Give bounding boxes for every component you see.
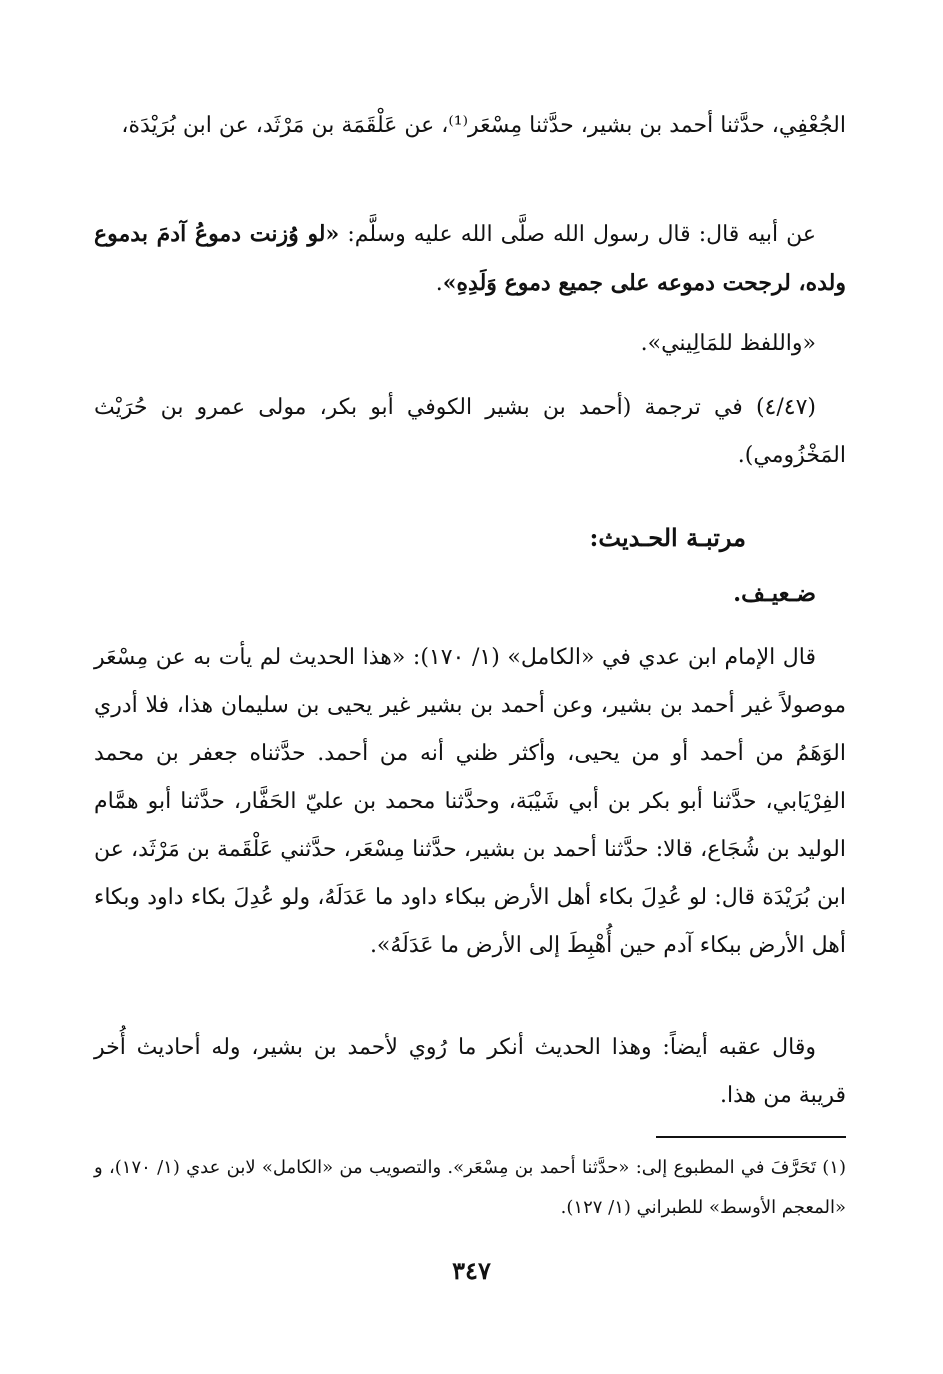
footnote — [94, 1148, 846, 1228]
hadith-intro: عن أبيه قال: قال رسول الله صلَّى الله عليه وسلَّم: — [339, 222, 816, 247]
ibn-adi-text: قال الإمام ابن عدي في «الكامل» (١/ ١٧٠): «هذا الحديث لم يأت به عن مِسْعَر موصولاً غير أحمد بن بشير، وعن أحمد بن بشير غير يحيى بن سليمان هذا، فلا أدري الوَهَمُ من أحمد أو من يحيى، وأكثر ظني أنه من أحمد. حدَّثناه جعفر بن محمد الفِرْيَابي، حدَّثنا أبو بكر بن أبي شَيْبَة، وحدَّثنا محمد بن عليّ الحَفَّار، حدَّثنا أبو همَّام الوليد بن شُجَاع، قالا: حدَّثنا أحمد بن بشير، حدَّثنا مِسْعَر، حدَّثني عَلْقَمة بن مَرْثَد، عن ابن بُرَيْدَة قال: لو عُدِلَ بكاء أهل الأرض ببكاء داود ما عَدَلَهُ، ولو عُدِلَ بكاء داود وبكاء أهل الأرض ببكاء آدم حين أُهْبِطَ إلى الأرض ما عَدَلَهُ». — [94, 645, 846, 958]
paragraph-hadith-text — [94, 210, 846, 308]
section-heading: مرتبـة الحـديث: — [589, 523, 746, 552]
paragraph-wording-note — [94, 320, 846, 368]
footnote-text: (١) تَحَرَّفَ في المطبوع إلى: «حدَّثنا أحمد بن مِسْعَر». والتصويب من «الكامل» لابن عدي (١/ ١٧٠)، و «المعجم الأوسط» للطبراني (١/ ١٢٧). — [94, 1157, 846, 1218]
translation-reference-text: (٤/٤٧) في ترجمة (أحمد بن بشير الكوفي أبو بكر، مولى عمرو بن حُرَيْث المَخْزُومي). — [94, 395, 846, 468]
page-number: ٣٤٧ — [452, 1256, 491, 1285]
footnote-separator — [656, 1136, 846, 1138]
paragraph-translation-reference — [94, 384, 846, 480]
hadith-grade — [94, 570, 846, 618]
paragraph-closing-remark — [94, 1024, 846, 1120]
wording-note-text: «واللفظ للمَالِيني». — [640, 331, 816, 356]
paragraph-isnad-continuation — [94, 102, 846, 150]
closing-remark-text: وقال عقبه أيضاً: وهذا الحديث أنكر ما رُوي لأحمد بن بشير، وله أحاديث أُخر قريبة من هذا. — [94, 1035, 846, 1108]
hadith-end: . — [435, 271, 443, 296]
hadith-quote: «لو وُزنت دموعُ آدمَ بدموع ولده، لرجحت دموعه على جميع دموع وَلَدِهِ» — [94, 221, 846, 296]
isnad-text: الجُعْفِي، حدَّثنا أحمد بن بشير، حدَّثنا مِسْعَر⁽¹⁾، عن عَلْقَمَة بن مَرْثَد، عن ابن بُرَيْدَة، — [121, 113, 846, 138]
paragraph-ibn-adi-quote — [94, 634, 846, 970]
grade-text: ضـعيـف. — [733, 580, 816, 607]
